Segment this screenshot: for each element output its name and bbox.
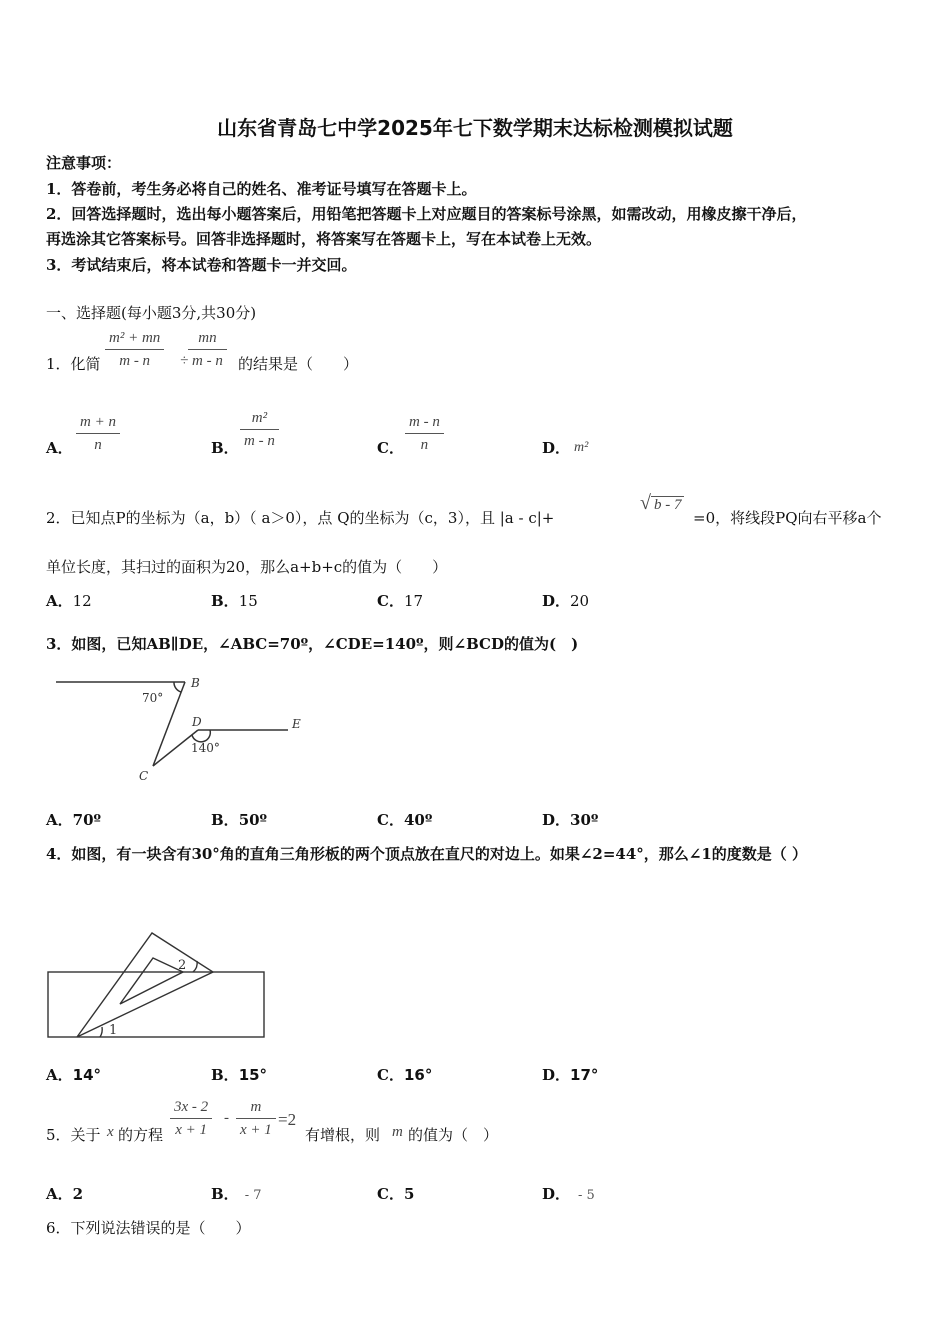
q5-minus: - xyxy=(224,1110,229,1126)
q3-option-b-value: 50º xyxy=(238,811,268,829)
q5-frac2-numerator: m xyxy=(250,1099,262,1115)
q1-option-c-num: m - n xyxy=(409,414,440,430)
q5-option-d xyxy=(542,1183,595,1204)
q4-label-1: 1 xyxy=(109,1023,118,1038)
q3-option-b xyxy=(211,809,267,830)
q4-text: 4．如图，有一块含有30°角的直角三角形板的两个顶点放在直尺的对边上。如果∠2=44°，那么∠1的度数是（ ） xyxy=(46,845,807,863)
q1-option-a-den: n xyxy=(94,437,102,453)
q1-option-d-label: D． xyxy=(542,439,571,457)
q5-option-b-value: - 7 xyxy=(244,1188,262,1203)
q4-option-c-value: 16° xyxy=(403,1066,433,1084)
q1-suffix: 的结果是（ ） xyxy=(238,355,359,373)
q2-option-d-label: D． xyxy=(542,592,571,610)
q4-option-d xyxy=(542,1064,598,1085)
q3-angle-140-label: 140° xyxy=(191,741,220,755)
q4-ruler xyxy=(48,972,264,1037)
q3-option-d xyxy=(542,809,598,830)
q1-option-c xyxy=(405,414,444,454)
q5-prefix: 5．关于 xyxy=(46,1126,101,1144)
q1-frac1-numerator: m² + mn xyxy=(109,330,161,346)
q1-option-b-label: B． xyxy=(211,439,239,457)
q1-option-a-label: A． xyxy=(46,439,73,457)
q2-option-c xyxy=(377,590,423,611)
q4-option-c xyxy=(377,1064,432,1085)
notice-item-1: 1．答卷前，考生务必将自己的姓名、准考证号填写在答题卡上。 xyxy=(46,180,477,198)
q2-option-a xyxy=(46,590,92,611)
q1-option-a xyxy=(76,414,120,454)
q1-option-b xyxy=(240,410,279,450)
q5-fraction-1 xyxy=(170,1099,212,1139)
q5-mid: 的方程 xyxy=(118,1126,164,1144)
notice-item-3: 3．考试结束后，将本试卷和答题卡一并交回。 xyxy=(46,256,357,274)
q3-angle-70-label: 70° xyxy=(142,691,164,705)
q1-option-c-den: n xyxy=(420,437,429,453)
q5-var-m: m xyxy=(392,1124,403,1140)
q4-option-d-label: D． xyxy=(542,1066,571,1084)
q2-option-c-label: C． xyxy=(377,592,404,610)
notice-item-2-cont: 再选涂其它答案标号。回答非选择题时，将答案写在答题卡上，写在本试卷上无效。 xyxy=(46,230,602,248)
q2-text-1: 2．已知点P的坐标为（a，b）（ a＞0），点 Q的坐标为（c，3），且 |a - c|+ xyxy=(46,509,555,527)
q3-point-c: C xyxy=(139,769,149,783)
q4-option-a-label: A． xyxy=(46,1066,73,1084)
q1-frac2-numerator: mn xyxy=(198,330,217,346)
q2-option-d xyxy=(542,590,589,611)
q5-option-d-value: - 5 xyxy=(578,1188,595,1203)
q5-var-x: x xyxy=(107,1124,114,1140)
q5-option-a-value: 2 xyxy=(72,1185,84,1203)
q5-option-c-label: C． xyxy=(377,1185,404,1203)
q5-option-a-label: A． xyxy=(46,1185,73,1203)
q4-option-b-value: 15° xyxy=(238,1066,268,1084)
q2-text-2: =0，将线段PQ向右平移a个 xyxy=(693,509,882,527)
q1-fraction-1 xyxy=(105,330,164,370)
q3-option-c-value: 40º xyxy=(403,811,433,829)
q4-option-a xyxy=(46,1064,101,1085)
q3-option-a-value: 70º xyxy=(72,811,102,829)
q5-option-b-label: B． xyxy=(211,1185,239,1203)
q1-option-b-den: m - n xyxy=(244,433,275,449)
q4-label-2: 2 xyxy=(178,958,187,973)
q2-option-a-value: 12 xyxy=(72,592,92,610)
q3-option-c-label: C． xyxy=(377,811,404,829)
q4-angle-2-arc xyxy=(193,961,197,972)
q2-option-c-value: 17 xyxy=(403,592,424,610)
q1-option-a-num: m + n xyxy=(80,414,116,430)
q5-option-b xyxy=(211,1183,261,1204)
q1-prefix: 1．化简 xyxy=(46,355,101,373)
q1-option-d: m² xyxy=(574,440,589,455)
page-title: 山东省青岛七中学2025年七下数学期末达标检测模拟试题 xyxy=(217,116,733,140)
q3-option-c xyxy=(377,809,432,830)
q2-text-line2: 单位长度，其扫过的面积为20，那么a+b+c的值为（ ） xyxy=(46,558,448,576)
q2-option-b xyxy=(211,590,258,611)
q4-option-d-value: 17° xyxy=(570,1066,599,1084)
q3-option-b-label: B． xyxy=(211,811,239,829)
q1-fraction-2 xyxy=(188,330,227,370)
q1-divide-sign: ÷ xyxy=(180,353,189,369)
q2-sqrt-radicand: b - 7 xyxy=(651,496,685,513)
q5-suffix-2: 的值为（ ） xyxy=(408,1126,499,1144)
q3-option-a xyxy=(46,809,101,830)
q6-text: 6．下列说法错误的是（ ） xyxy=(46,1219,251,1237)
q1-frac2-denominator: m - n xyxy=(192,353,223,369)
q5-equals: =2 xyxy=(278,1110,297,1129)
q2-option-a-label: A． xyxy=(46,592,73,610)
q3-option-d-value: 30º xyxy=(570,811,599,829)
q5-frac2-denominator: x + 1 xyxy=(240,1122,272,1138)
q2-option-b-value: 15 xyxy=(238,592,258,610)
q2-sqrt: √ b - 7 xyxy=(640,492,684,515)
q4-option-a-value: 14° xyxy=(72,1066,102,1084)
q4-angle-1-arc xyxy=(100,1027,102,1037)
section-heading: 一、选择题(每小题3分,共30分) xyxy=(46,304,257,322)
q2-option-d-value: 20 xyxy=(570,592,590,610)
q3-point-b: B xyxy=(191,676,200,690)
q5-option-d-label: D． xyxy=(542,1185,571,1203)
q3-point-d: D xyxy=(192,715,202,729)
q1-option-c-label: C． xyxy=(377,439,404,457)
q5-fraction-2 xyxy=(236,1099,276,1139)
q4-triangle-outer xyxy=(77,933,213,1037)
q5-frac1-numerator: 3x - 2 xyxy=(174,1099,209,1115)
q1-frac1-denominator: m - n xyxy=(119,353,151,369)
q1-option-b-num: m² xyxy=(251,410,268,426)
q4-figure xyxy=(45,928,270,1043)
q3-figure xyxy=(50,668,320,788)
notice-item-2: 2．回答选择题时，选出每小题答案后，用铅笔把答题卡上对应题目的答案标号涂黑，如需改动，用橡皮擦干净后， xyxy=(46,205,807,223)
q3-angle-arc-70 xyxy=(174,682,181,692)
q5-option-c xyxy=(377,1183,414,1204)
q5-frac1-denominator: x + 1 xyxy=(175,1122,207,1138)
notice-heading: 注意事项： xyxy=(46,154,122,172)
q4-option-b-label: B． xyxy=(211,1066,239,1084)
q3-point-e: E xyxy=(292,717,301,731)
q5-option-c-value: 5 xyxy=(403,1185,415,1203)
q4-option-b xyxy=(211,1064,267,1085)
q5-option-a xyxy=(46,1183,83,1204)
q4-option-c-label: C． xyxy=(377,1066,404,1084)
q3-option-d-label: D． xyxy=(542,811,571,829)
q3-option-a-label: A． xyxy=(46,811,73,829)
q3-text: 3．如图，已知AB∥DE，∠ABC=70º，∠CDE=140º，则∠BCD的值为( ) xyxy=(46,635,579,653)
q2-option-b-label: B． xyxy=(211,592,239,610)
q5-suffix-1: 有增根，则 xyxy=(305,1126,381,1144)
